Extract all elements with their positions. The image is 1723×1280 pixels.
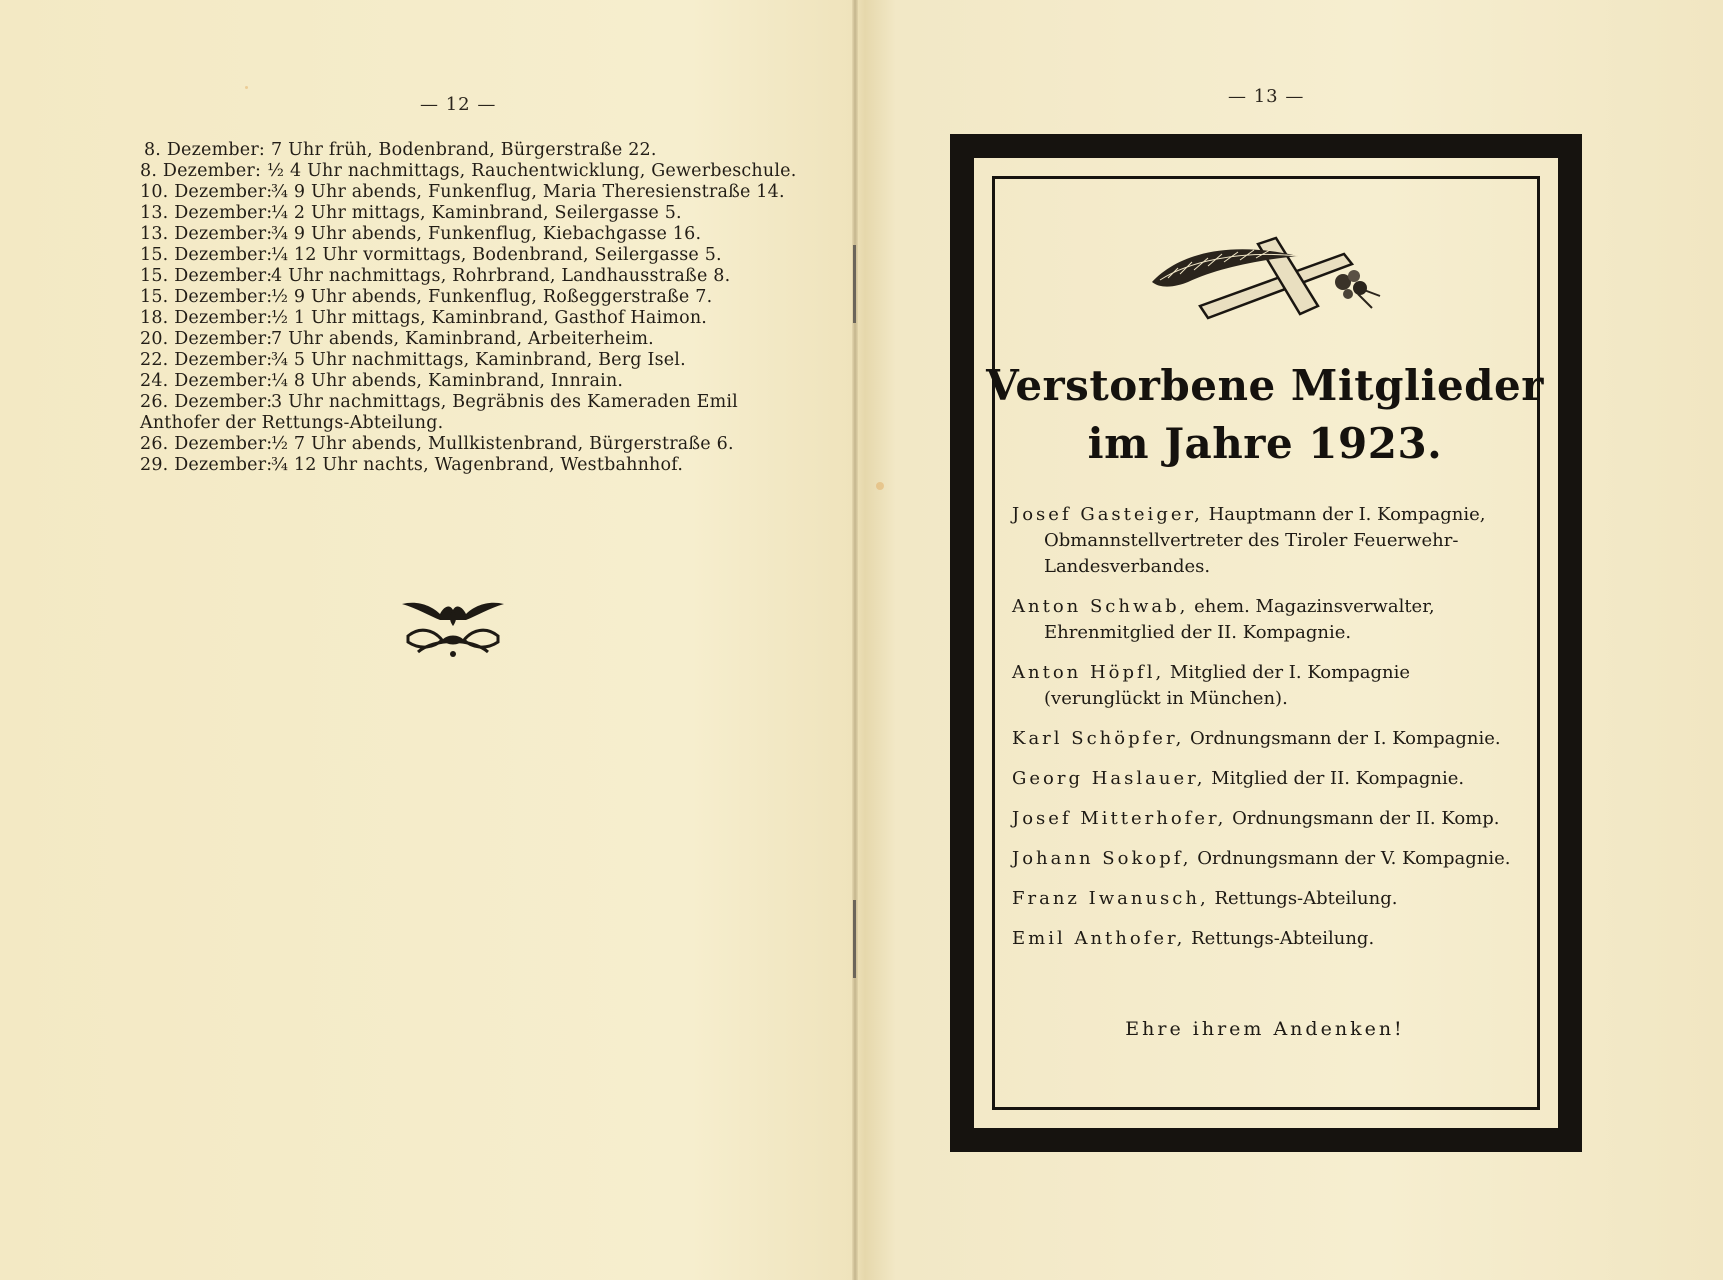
event-text: ½ 7 Uhr abends, Mullkistenbrand, Bürgerstraße 6. [271, 434, 734, 454]
member-entry [1012, 660, 1522, 712]
event-date: 8. Dezember: [143, 140, 265, 160]
event-row [140, 434, 790, 455]
event-date: 15. Dezember: [140, 245, 273, 265]
member-name: Karl Schöpfer, [1012, 728, 1185, 749]
event-text: ¾ 9 Uhr abends, Funkenflug, Maria Theresienstraße 14. [271, 182, 785, 202]
event-date: 13. Dezember: [140, 224, 273, 244]
event-date: 20. Dezember: [140, 329, 273, 349]
member-entry [1012, 846, 1522, 872]
art-nouveau-ornament [398, 596, 508, 660]
member-role: Ordnungsmann der V. Kompagnie. [1197, 848, 1511, 869]
event-date: 10. Dezember: [140, 182, 273, 202]
event-text: 7 Uhr abends, Kaminbrand, Arbeiterheim. [271, 329, 654, 349]
heading-title: Verstorbene Mitglieder [986, 361, 1544, 410]
event-text: ½ 1 Uhr mittags, Kaminbrand, Gasthof Haimon. [271, 308, 708, 328]
event-row [140, 287, 790, 308]
event-date: 26. Dezember: [140, 392, 273, 412]
event-date: 24. Dezember: [140, 371, 273, 391]
event-row [140, 224, 790, 245]
event-row [140, 140, 790, 161]
event-text: 7 Uhr früh, Bodenbrand, Bürgerstraße 22. [271, 140, 657, 160]
heading-year: im Jahre 1923. [1087, 419, 1443, 468]
member-entry [1012, 726, 1522, 752]
event-text: ¼ 8 Uhr abends, Kaminbrand, Innrain. [271, 371, 624, 391]
event-list [140, 140, 797, 476]
event-row-continuation [140, 413, 790, 434]
event-text: ¼ 12 Uhr vormittags, Bodenbrand, Seilergasse 5. [271, 245, 722, 265]
event-row [140, 455, 790, 476]
event-row [140, 245, 790, 266]
event-date: 26. Dezember: [140, 434, 273, 454]
member-name: Josef Mitterhofer, [1012, 808, 1227, 829]
member-name: Johann Sokopf, [1012, 848, 1192, 869]
member-role: Rettungs-Abteilung. [1191, 928, 1375, 949]
member-name: Franz Iwanusch, [1012, 888, 1209, 909]
member-entry [1012, 886, 1522, 912]
event-row [140, 392, 790, 413]
event-row [140, 182, 790, 203]
member-role: Mitglied der II. Kompagnie. [1211, 768, 1465, 789]
event-date: 22. Dezember: [140, 350, 273, 370]
event-row [140, 203, 790, 224]
event-row [140, 350, 790, 371]
member-role: Ordnungsmann der II. Komp. [1232, 808, 1500, 829]
event-date: 8. Dezember: [140, 161, 262, 181]
member-entry [1012, 806, 1522, 832]
event-text: ¾ 9 Uhr abends, Funkenflug, Kiebachgasse 16. [271, 224, 702, 244]
member-entry [1012, 502, 1522, 580]
event-date: 15. Dezember: [140, 266, 273, 286]
event-text: 3 Uhr nachmittags, Begräbnis des Kameraden Emil [271, 392, 738, 412]
event-text: ¼ 2 Uhr mittags, Kaminbrand, Seilergasse 5. [271, 203, 682, 223]
member-name: Emil Anthofer, [1012, 928, 1186, 949]
event-date: 18. Dezember: [140, 308, 273, 328]
left-page-number: — 12 — [420, 94, 497, 115]
member-role: Rettungs-Abteilung. [1214, 888, 1398, 909]
event-text: ½ 9 Uhr abends, Funkenflug, Roßeggerstraße 7. [271, 287, 713, 307]
member-entry [1012, 766, 1522, 792]
member-name: Anton Höpfl, [1012, 662, 1165, 683]
event-text: 4 Uhr nachmittags, Rohrbrand, Landhausstraße 8. [271, 266, 731, 286]
event-row [140, 308, 790, 329]
member-name: Josef Gasteiger, [1012, 504, 1203, 525]
event-row [140, 329, 790, 350]
member-entry [1012, 926, 1522, 952]
event-text: ¾ 12 Uhr nachts, Wagenbrand, Westbahnhof. [271, 455, 684, 475]
member-role: Mitglied der I. Kompagnie (verunglückt in München). [1044, 662, 1410, 709]
member-role: Hauptmann der I. Kompagnie, Obmannstellvertreter des Tiroler Feuerwehr-Landesverbandes. [1044, 504, 1486, 577]
deceased-members-list [1012, 502, 1522, 966]
event-date: 15. Dezember: [140, 287, 273, 307]
member-role: Ordnungsmann der I. Kompagnie. [1190, 728, 1501, 749]
event-row [140, 161, 797, 182]
right-page-number: — 13 — [1228, 86, 1305, 107]
member-role: ehem. Magazinsverwalter, Ehrenmitglied der II. Kompagnie. [1044, 596, 1435, 643]
event-text: ½ 4 Uhr nachmittags, Rauchentwicklung, Gewerbeschule. [267, 161, 797, 181]
event-date: 29. Dezember: [140, 455, 273, 475]
member-entry [1012, 594, 1522, 646]
event-text: Anthofer der Rettungs-Abteilung. [140, 413, 444, 433]
member-name: Anton Schwab, [1012, 596, 1189, 617]
cross-with-palm-and-flowers-illustration [1148, 234, 1388, 324]
closing-dedication: Ehre ihrem Andenken! [1125, 1018, 1405, 1040]
event-row [140, 371, 790, 392]
event-row [140, 266, 790, 287]
member-name: Georg Haslauer, [1012, 768, 1206, 789]
paper-stain [245, 86, 248, 89]
event-date: 13. Dezember: [140, 203, 273, 223]
event-text: ¾ 5 Uhr nachmittags, Kaminbrand, Berg Isel. [271, 350, 686, 370]
